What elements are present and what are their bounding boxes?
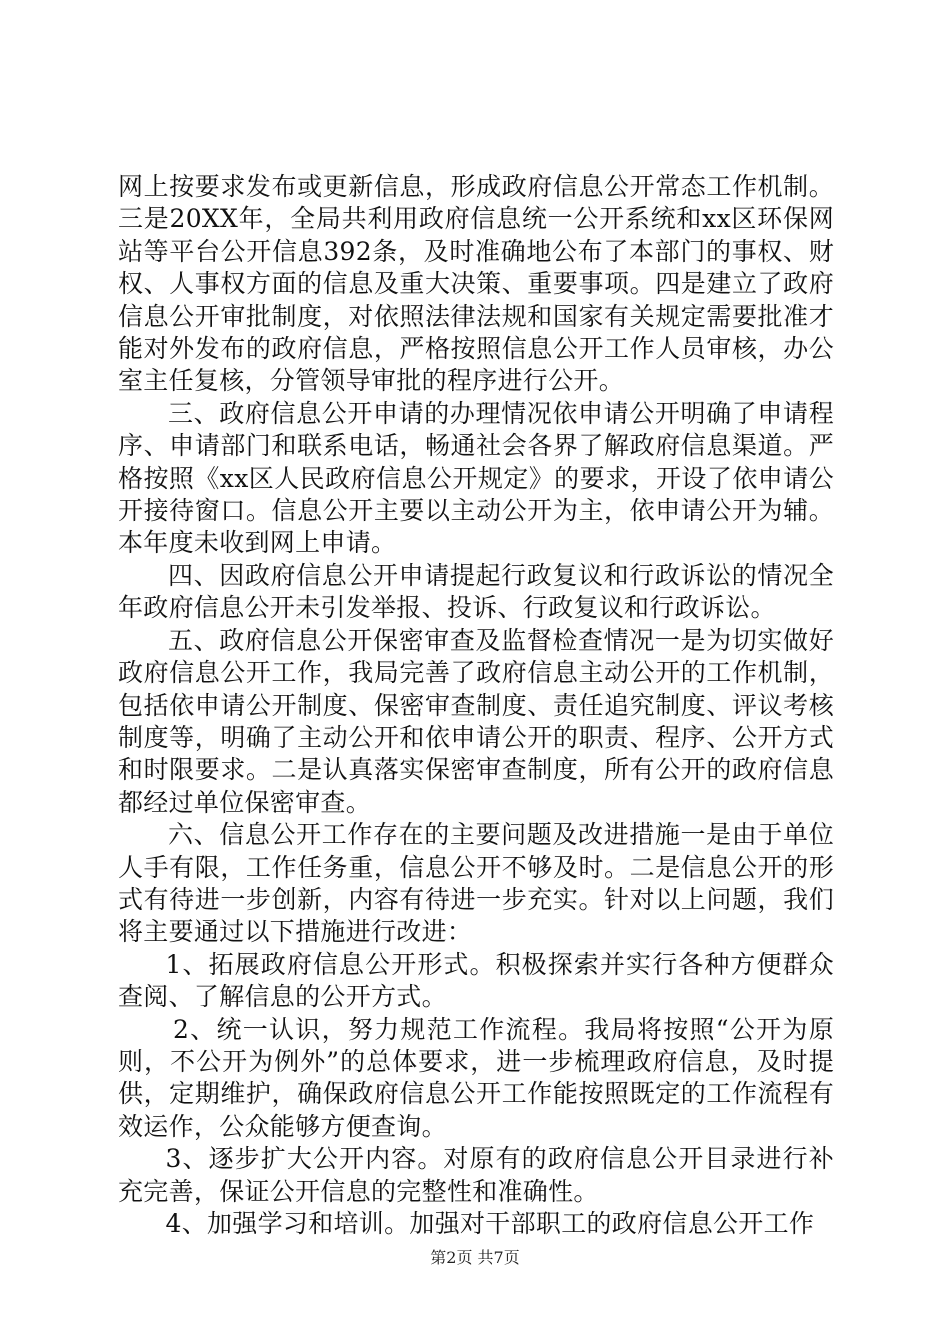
page-number-footer: 第2页 共7页: [430, 1248, 520, 1267]
paragraph-section-5: 五、政府信息公开保密审查及监督检查情况一是为切实做好政府信息公开工作，我局完善了政府信息主动公开的工作机制，包括依申请公开制度、保密审查制度、责任追究制度、评议考核制度等，明确了主动公开和依申请公开的职责、程序、公开方式和时限要求。二是认真落实保密审查制度，所有公开的政府信息都经过单位保密审查。: [118, 625, 834, 817]
paragraph-continuation: 网上按要求发布或更新信息，形成政府信息公开常态工作机制。三是20XX年，全局共利用政府信息统一公开系统和xx区环保网站等平台公开信息392条，及时准确地公布了本部门的事权、财权、人事权方面的信息及重大决策、重要事项。四是建立了政府信息公开审批制度，对依照法律法规和国家有关规定需要批准才能对外发布的政府信息，严格按照信息公开工作人员审核，办公室主任复核，分管领导审批的程序进行公开。: [118, 172, 834, 396]
paragraph-measure-4: 4、加强学习和培训。加强对干部职工的政府信息公开工作: [165, 1209, 815, 1238]
paragraph-measure-1: 1、拓展政府信息公开形式。积极探索并实行各种方便群众查阅、了解信息的公开方式。: [118, 949, 834, 1012]
document-body: [118, 171, 834, 1240]
paragraph-section-3: 三、政府信息公开申请的办理情况依申请公开明确了申请程序、申请部门和联系电话，畅通社会各界了解政府信息渠道。严格按照《xx区人民政府信息公开规定》的要求，开设了依申请公开接待窗口。信息公开主要以主动公开为主，依申请公开为辅。本年度未收到网上申请。: [118, 398, 834, 558]
paragraph-section-4: 四、因政府信息公开申请提起行政复议和行政诉讼的情况全年政府信息公开未引发举报、投诉、行政复议和行政诉讼。: [118, 560, 834, 623]
paragraph-measure-3: 3、逐步扩大公开内容。对原有的政府信息公开目录进行补充完善，保证公开信息的完整性和准确性。: [118, 1144, 834, 1206]
paragraph-section-6: 六、信息公开工作存在的主要问题及改进措施一是由于单位人手有限，工作任务重，信息公开不够及时。二是信息公开的形式有待进一步创新，内容有待进一步充实。针对以上问题，我们将主要通过以下措施进行改进：: [118, 820, 834, 947]
paragraph-measure-2: 2、统一认识，努力规范工作流程。我局将按照“公开为原则，不公开为例外”的总体要求，进一步梳理政府信息，及时提供，定期维护，确保政府信息公开工作能按照既定的工作流程有效运作，公众能够方便查询。: [118, 1014, 834, 1141]
